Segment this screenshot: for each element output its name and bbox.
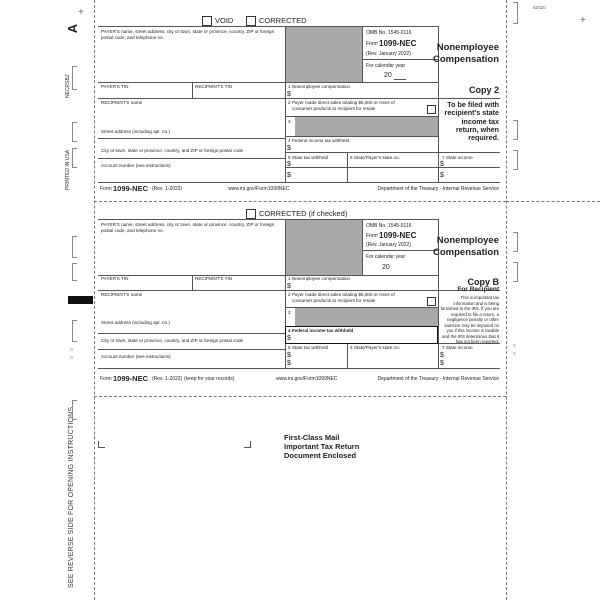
grid-line	[347, 343, 348, 368]
registration-cross-icon: +	[580, 15, 586, 26]
recipient-tin-label: RECIPIENT'S TIN	[195, 84, 233, 89]
box5-dollar-1: $	[287, 352, 291, 359]
street-label: Street address (including apt. no.)	[101, 129, 170, 134]
box4-label: 4 Federal income tax withheld	[288, 328, 354, 333]
form-title-line1: Nonemployee	[436, 42, 499, 53]
grid-line	[98, 349, 285, 350]
box2-label-1: 2 Payer made direct sales totaling $5,000 or more of	[288, 100, 395, 105]
punch-hole-icon: o	[513, 343, 516, 349]
box2-label-2: consumer products to recipient for resale	[292, 106, 376, 111]
copy-note-line: recipient's state	[444, 108, 499, 118]
form-title-line1: Nonemployee	[436, 235, 499, 246]
box5-dollar-1: $	[287, 161, 291, 168]
punch-hole-icon: o	[70, 355, 73, 361]
window-corner-mark	[244, 441, 251, 448]
form-name: 1099-NEC	[379, 231, 417, 240]
form-label: Form	[366, 233, 378, 239]
mail-class-line: First-Class Mail	[284, 433, 340, 442]
copy-note-line: and the IRS determines that it	[442, 333, 499, 339]
box7-dollar-2: $	[440, 172, 444, 179]
form-letter-a: A	[65, 23, 81, 34]
payer-name-label: PAYER'S name, street address, city or town, state or province, country, ZIP or foreign postal code, and telephone no.	[101, 222, 275, 233]
footer-dept: Department of the Treasury - Internal Revenue Service	[377, 186, 499, 192]
box3-shaded	[295, 308, 438, 326]
box5-label: 5 State tax withheld	[288, 155, 329, 160]
box7-dollar-2: $	[440, 360, 444, 367]
form-title-line2: Compensation	[433, 247, 499, 258]
footer-form-name: 1099-NEC	[113, 184, 149, 193]
calendar-label: For calendar year	[366, 254, 406, 260]
footer-url: www.irs.gov/Form1099NEC	[276, 376, 338, 382]
city-label: City or town, state or province, country, and ZIP or foreign postal code	[101, 338, 244, 343]
form-label: Form	[366, 41, 378, 47]
box7-label: 7 State income	[442, 345, 473, 350]
footer-url: www.irs.gov/Form1099NEC	[228, 186, 290, 192]
box5-dollar-2: $	[287, 172, 291, 179]
box3-label: 3	[288, 119, 291, 124]
copy-note-line: This is important tax	[460, 295, 499, 300]
margin-mark	[72, 400, 77, 420]
reorder-label: NECRSBZ	[65, 74, 71, 98]
copy-note-line: negligence penalty or other	[447, 317, 499, 322]
copy-note-line: furnished to the IRS. If you are	[440, 306, 499, 311]
grid-line	[98, 290, 500, 291]
corrected-label: CORRECTED (if checked)	[259, 209, 348, 218]
copy-title: Copy B	[467, 277, 499, 287]
box2-label-2: consumer products to recipient for resale	[292, 298, 376, 303]
rev-label: (Rev. January 2022)	[366, 51, 411, 57]
grid-line	[285, 275, 286, 368]
box1-label: 1 Nonemployee compensation	[288, 276, 351, 281]
punch-hole-icon: o	[70, 347, 73, 353]
city-label: City or town, state or province, country, and ZIP or foreign postal code	[101, 148, 244, 153]
box4-dollar: $	[287, 335, 291, 342]
payer-name-label: PAYER'S name, street address, city or town, state or province, country, ZIP or foreign postal code, and telephone no.	[101, 29, 275, 40]
box6-label: 6 State/Payer's state no.	[350, 345, 400, 350]
copy-note-line: you if this income is taxable	[446, 328, 499, 333]
year-prefix: 20	[384, 72, 392, 79]
box4-dollar: $	[287, 145, 291, 152]
printed-label: PRINTED IN USA	[65, 149, 71, 190]
registration-cross-icon: +	[78, 7, 84, 18]
copy-title: Copy 2	[468, 85, 499, 95]
envelope-section	[94, 397, 506, 600]
payer-tin-label: PAYER'S TIN	[101, 276, 129, 281]
recipient-tin-label: RECIPIENT'S TIN	[195, 276, 233, 281]
copy-note-line: To be filed with	[447, 100, 499, 109]
opening-instructions: SEE REVERSE SIDE FOR OPENING INSTRUCTIONS	[68, 406, 75, 588]
copy-note-line: information and is being	[453, 300, 499, 306]
grid-line	[362, 250, 438, 251]
grid-line	[98, 333, 285, 334]
mail-notice-line: Document Enclosed	[284, 451, 357, 460]
omb-label: OMB No. 1545-0116	[366, 223, 412, 229]
calendar-label: For calendar year	[366, 63, 406, 69]
footer-dept: Department of the Treasury - Internal Revenue Service	[377, 376, 499, 382]
grid-line	[192, 275, 193, 290]
form-name: 1099-NEC	[379, 39, 417, 48]
box3-label: 3	[288, 310, 291, 315]
footer-form-label: Form	[100, 186, 112, 192]
box7-dollar-1: $	[440, 161, 444, 168]
box7-label: 7 State income	[442, 155, 473, 160]
mail-notice-line: Important Tax Return	[284, 442, 360, 451]
punch-hole-icon: o	[513, 351, 516, 357]
box5-dollar-2: $	[287, 360, 291, 367]
street-label: Street address (including apt. no.)	[101, 320, 170, 325]
copy-note-line: income tax	[461, 116, 499, 126]
account-label: Account number (see instructions)	[101, 354, 171, 359]
copy-note-line: return, when	[455, 124, 499, 134]
corrected-label: CORRECTED	[259, 16, 307, 25]
copy-note-line: required to file a return, a	[450, 311, 499, 317]
grid-line	[362, 219, 363, 275]
copy-note-line: sanction may be imposed on	[444, 322, 499, 328]
box5-label: 5 State tax withheld	[288, 345, 329, 350]
grid-line	[98, 219, 438, 220]
window-corner-mark	[98, 441, 105, 448]
form-code: 52020	[533, 5, 546, 10]
footer-rev: (Rev. 1-2022)	[152, 376, 183, 382]
box6-label: 6 State/Payer's state no.	[350, 155, 400, 160]
copy-note	[441, 295, 499, 345]
recipient-name-label: RECIPIENT'S name	[101, 292, 143, 297]
box2-label-1: 2 Payer made direct sales totaling $5,000 or more of	[288, 292, 395, 297]
footer-keep: (keep for your records)	[184, 376, 235, 382]
shaded-area	[286, 220, 362, 275]
box1-label: 1 Nonemployee compensation	[288, 84, 351, 89]
corrected-checkbox[interactable]	[246, 209, 256, 219]
year-prefix: 20	[382, 264, 390, 271]
copy-subtitle: For Recipient	[457, 286, 499, 293]
omb-label: OMB No. 1545-0116	[366, 30, 412, 36]
box7-dollar-1: $	[440, 352, 444, 359]
payer-tin-label: PAYER'S TIN	[101, 84, 129, 89]
rev-label: (Rev. January 2022)	[366, 242, 411, 248]
copy-note-line: required.	[468, 133, 499, 143]
box4-label: 4 Federal income tax withheld	[288, 138, 350, 143]
account-label: Account number (see instructions)	[101, 163, 171, 168]
void-label: VOID	[215, 16, 234, 25]
recipient-name-label: RECIPIENT'S name	[101, 100, 143, 105]
grid-line	[98, 275, 438, 276]
footer-form-label: Form	[100, 376, 112, 382]
box1-dollar: $	[287, 283, 291, 290]
footer-rev: (Rev. 1-2022)	[152, 186, 183, 192]
copy-note-line: has not been reported.	[455, 339, 499, 344]
box1-dollar: $	[287, 91, 291, 98]
footer-form-name: 1099-NEC	[113, 374, 149, 383]
grid-line	[98, 368, 500, 369]
form-title-line2: Compensation	[433, 54, 499, 65]
box2-checkbox[interactable]	[427, 297, 436, 306]
